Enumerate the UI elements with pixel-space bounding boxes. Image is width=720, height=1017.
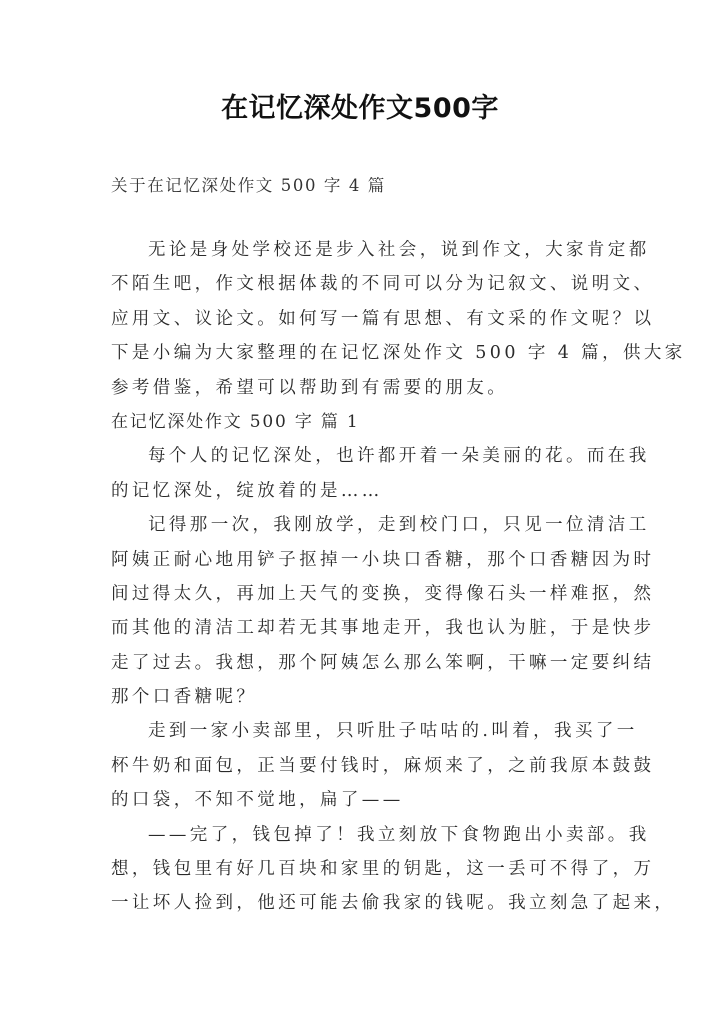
body-line: 的口袋，不知不觉地，扁了—— [111, 790, 404, 811]
document-title: 在记忆深处作文500字 [221, 93, 499, 124]
document-subtitle: 关于在记忆深处作文 500 字 4 篇 [111, 176, 386, 195]
body-line: 参考借鉴，希望可以帮助到有需要的朋友。 [111, 377, 509, 398]
body-line: 那个口香糖呢？ [111, 687, 258, 708]
body-line: ——完了，钱包掉了！我立刻放下食物跑出小卖部。我 [148, 824, 650, 845]
body-line: 一让坏人捡到，他还可能去偷我家的钱呢。我立刻急了起来， [111, 893, 676, 914]
body-line: 的记忆深处，绽放着的是…… [111, 480, 383, 501]
body-line: 阿姨正耐心地用铲子抠掉一小块口香糖，那个口香糖因为时 [111, 549, 655, 570]
body-line: 不陌生吧，作文根据体裁的不同可以分为记叙文、说明文、 [111, 274, 655, 295]
body-line: 下是小编为大家整理的在记忆深处作文 500 字 4 篇，供大家 [111, 343, 686, 364]
body-line: 走到一家小卖部里，只听肚子咕咕的.叫着，我买了一 [148, 721, 638, 742]
body-line: 间过得太久，再加上天气的变换，变得像石头一样难抠，然 [111, 583, 655, 604]
body-line: 杯牛奶和面包，正当要付钱时，麻烦来了，之前我原本鼓鼓 [111, 755, 655, 776]
body-line: 而其他的清洁工却若无其事地走开，我也认为脏，于是快步 [111, 618, 655, 639]
body-line: 每个人的记忆深处，也许都开着一朵美丽的花。而在我 [148, 446, 650, 467]
section-heading: 在记忆深处作文 500 字 篇 1 [111, 411, 360, 432]
document-body [111, 233, 686, 921]
body-line: 记得那一次，我刚放学，走到校门口，只见一位清洁工 [148, 515, 650, 536]
body-line: 无论是身处学校还是步入社会，说到作文，大家肯定都 [148, 240, 650, 260]
body-line: 想，钱包里有好几百块和家里的钥匙，这一丢可不得了，万 [111, 859, 655, 880]
body-line: 应用文、议论文。如何写一篇有思想、有文采的作文呢？以 [111, 308, 655, 329]
body-line: 走了过去。我想，那个阿姨怎么那么笨啊，干嘛一定要纠结 [111, 652, 655, 673]
